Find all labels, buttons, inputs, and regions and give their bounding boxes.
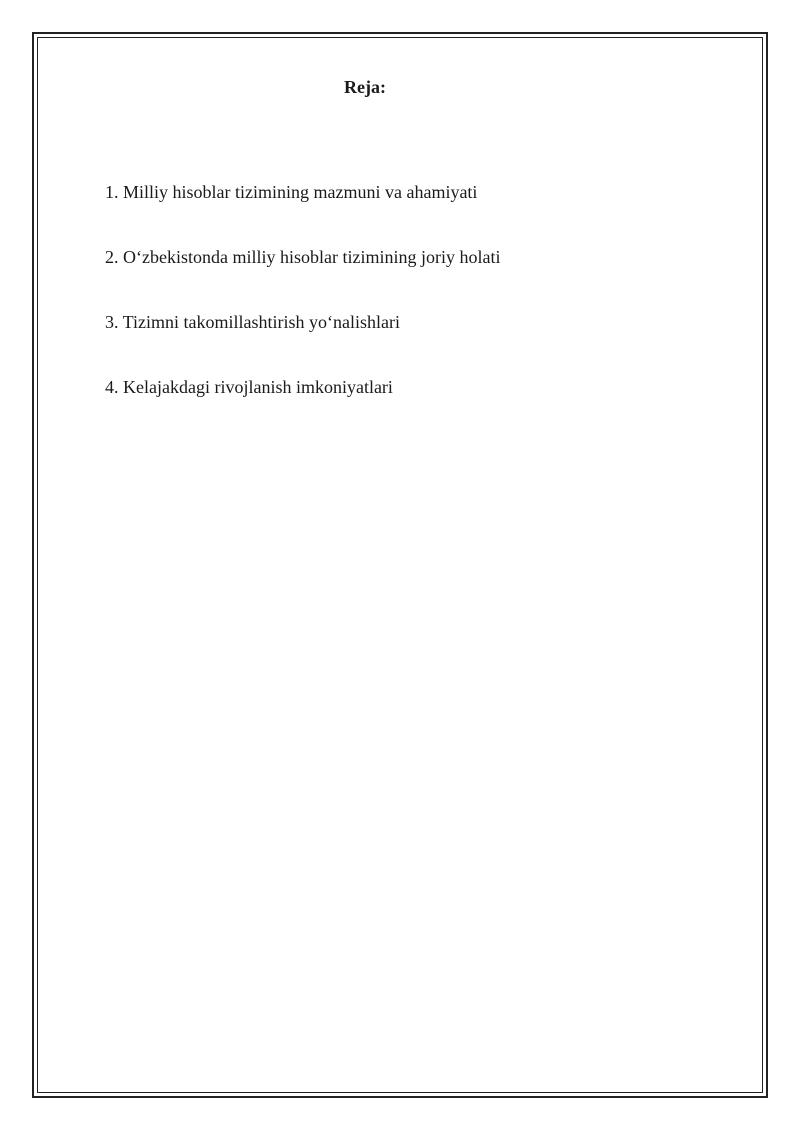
list-item: 3. Tizimni takomillashtirish yo‘nalishlari (105, 312, 400, 332)
list-item: 2. O‘zbekistonda milliy hisoblar tizimining joriy holati (105, 247, 501, 267)
list-item: 1. Milliy hisoblar tizimining mazmuni va ahamiyati (105, 182, 478, 202)
page-title: Reja: (344, 77, 386, 97)
list-item: 4. Kelajakdagi rivojlanish imkoniyatlari (105, 377, 393, 397)
plan-list (105, 181, 500, 441)
